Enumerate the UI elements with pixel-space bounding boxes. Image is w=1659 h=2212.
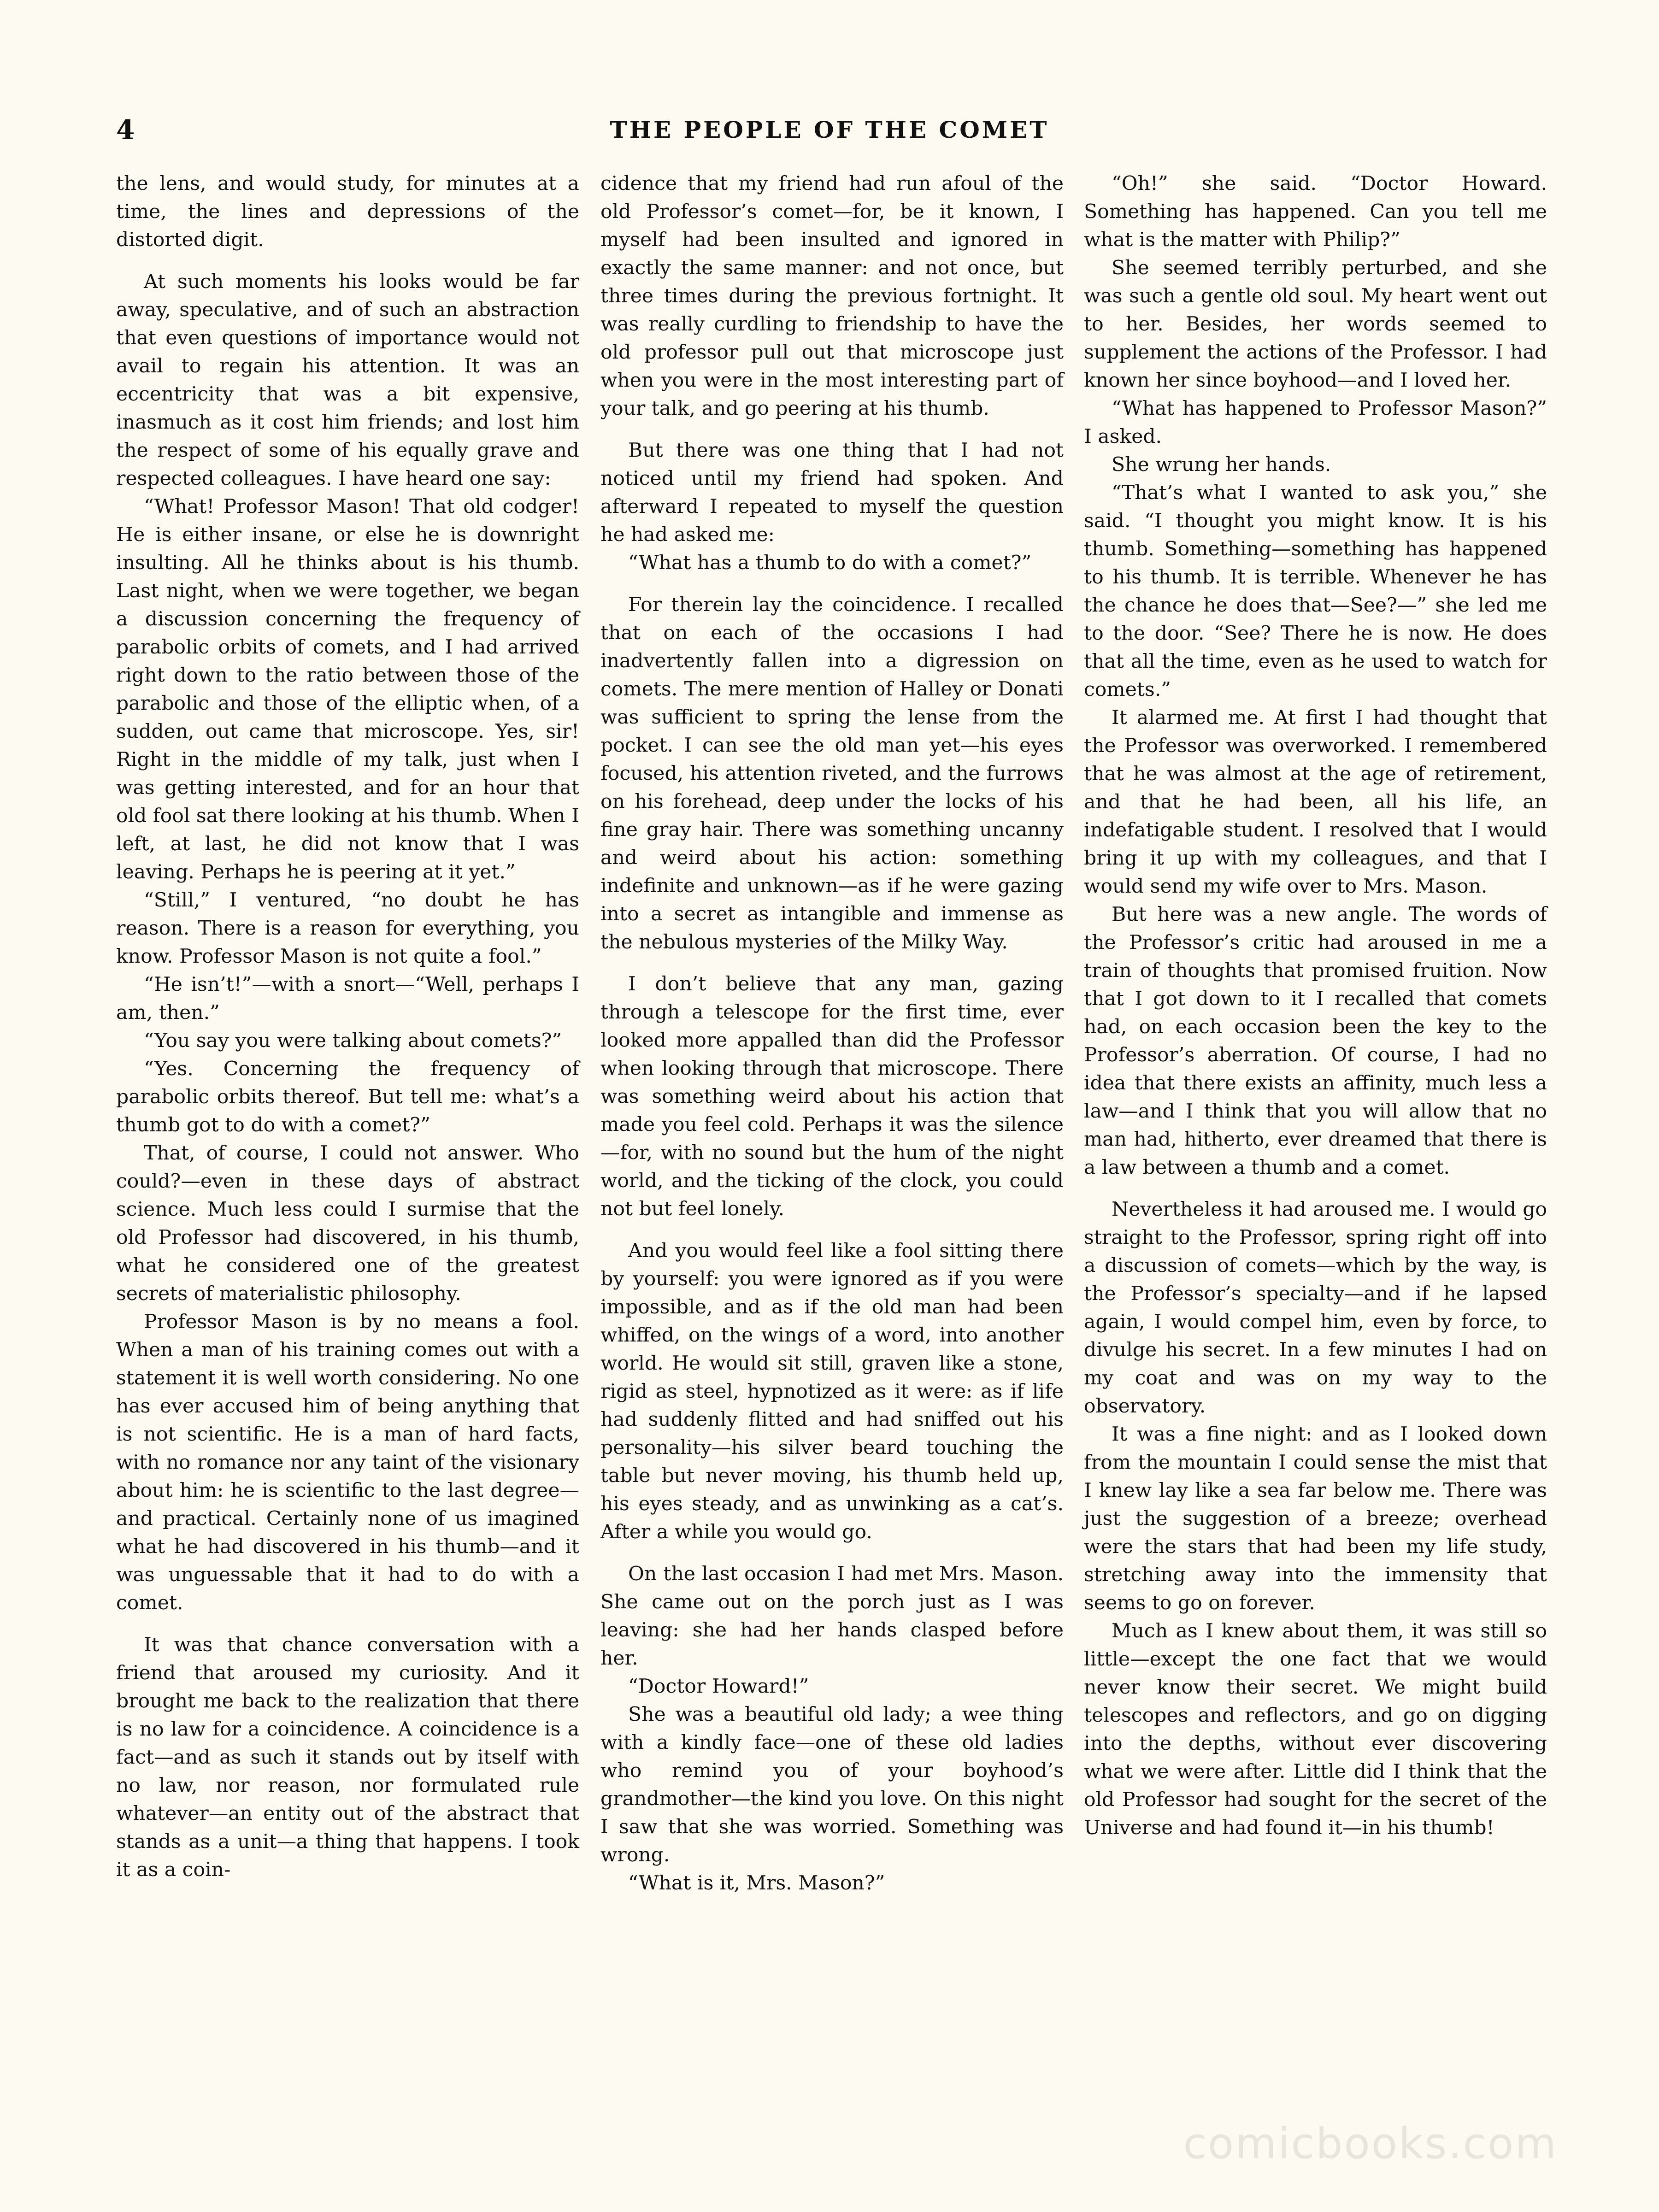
paragraph: At such moments his looks would be far away, speculative, and of such an abstraction that even questions of importance would not avail to regain his attention. It was an eccentricity that was a bit expensive, inasmuch as it cost him friends; and lost him the respect of some of his equally grave and respected colleagues. I have heard one say: xyxy=(116,271,579,490)
paragraph: “Doctor Howard!” xyxy=(628,1675,809,1698)
paragraph: “What is it, Mrs. Mason?” xyxy=(628,1872,885,1894)
paragraph: Nevertheless it had aroused me. I would go straight to the Professor, spring right off into a discussion of comets—which by the way, is the Professor’s specialty—and if he lapsed again, I would compel him, even by force, to divulge his secret. In a few minutes I had on my coat and was on my way to the observatory. xyxy=(1084,1198,1547,1418)
paragraph: But there was one thing that I had not noticed until my friend had spoken. And afterward I repeated to myself the question he had asked me: xyxy=(600,439,1064,546)
paragraph: I don’t believe that any man, gazing through a telescope for the first time, ever looked more appalled than did the Professor when looking through that microscope. There was something weird about his action that made you feel cold. Perhaps it was the silence—for, with no sound but the hum of the night world, and the ticking of the clock, you could not but feel lonely. xyxy=(600,973,1064,1220)
paragraph: “That’s what I wanted to ask you,” she said. “I thought you might know. It is his thumb. Something—something has happened to his thumb. It is terrible. Whenever he has the chance he does that—See?—” she led me to the door. “See? There he is now. He does that all the time, even as he used to watch for comets.” xyxy=(1084,482,1547,701)
paragraph: Professor Mason is by no means a fool. When a man of his training comes out with a statement it is well worth considering. No one has ever accused him of being anything that is not scientific. He is a man of hard facts, with no romance nor any taint of the visionary about him: he is scientific to the last degree—and practical. Certainly none of us imagined what he had discovered in his thumb—and it was unguessable that it had to do with a comet. xyxy=(116,1311,579,1614)
running-head: THE PEOPLE OF THE COMET xyxy=(610,116,1049,143)
paragraph: She wrung her hands. xyxy=(1112,453,1331,476)
paragraph: She was a beautiful old lady; a wee thing with a kindly face—one of these old ladies who remind you of your boyhood’s grandmother—the kind you love. On this night I saw that she was worried. Something was wrong. xyxy=(600,1703,1064,1866)
paragraph: “He isn’t!”—with a snort—“Well, perhaps I am, then.” xyxy=(116,973,579,1024)
text-column-3 xyxy=(1084,170,1547,1842)
site-watermark: comicbooks.com xyxy=(1183,2119,1558,2168)
paragraph: “What! Professor Mason! That old codger! He is either insane, or else he is downright insulting. All he thinks about is his thumb. Last night, when we were together, we began a discussion concerning the frequency of parabolic orbits of comets, and I had arrived right down to the ratio between those of the parabolic and those of the elliptic when, of a sudden, out came that microscope. Yes, sir! Right in the middle of my talk, just when I was getting interested, and for an hour that old fool sat there looking at his thumb. When I left, at last, he did not know that I was leaving. Perhaps he is peering at it yet.” xyxy=(116,495,579,883)
paragraph: “What has happened to Professor Mason?” I asked. xyxy=(1084,397,1547,448)
paragraph: the lens, and would study, for minutes at a time, the lines and depressions of the distorted digit. xyxy=(116,172,579,251)
paragraph: “Still,” I ventured, “no doubt he has reason. There is a reason for everything, you know. Professor Mason is not quite a fool.” xyxy=(116,889,579,968)
paragraph: For therein lay the coincidence. I recalled that on each of the occasions I had inadvertently fallen into a digression on comets. The mere mention of Halley or Donati was sufficient to spring the lense from the pocket. I can see the old man yet—his eyes focused, his attention riveted, and the furrows on his forehead, deep under the locks of his fine gray hair. There was something uncanny and weird about his action: something indefinite and unknown—as if he were gazing into a secret as intangible and immense as the nebulous mysteries of the Milky Way. xyxy=(600,594,1064,953)
paragraph: “What has a thumb to do with a comet?” xyxy=(628,552,1032,574)
text-column-1 xyxy=(116,170,579,1884)
paragraph: Much as I knew about them, it was still so little—except the one fact that we would never know their secret. We might build telescopes and reflectors, and go on digging into the depths, without ever discovering what we were after. Little did I think that the old Professor had sought for the secret of the Universe and had found it—in his thumb! xyxy=(1084,1620,1547,1839)
paragraph: “You say you were talking about comets?” xyxy=(144,1030,562,1052)
paragraph: It was that chance conversation with a friend that aroused my curiosity. And it brought me back to the realization that there is no law for a coincidence. A coincidence is a fact—and as such it stands out by itself with no law, nor reason, nor formulated rule whatever—an entity out of the abstract that stands as a unit—a thing that happens. I took it as a coin- xyxy=(116,1634,579,1881)
text-column-2 xyxy=(600,170,1064,1897)
paragraph: cidence that my friend had run afoul of the old Professor’s comet—for, be it known, I myself had been insulted and ignored in exactly the same manner: and not once, but three times during the previous fortnight. It was really curdling to friendship to have the old professor pull out that microscope just when you were in the most interesting part of your talk, and go peering at his thumb. xyxy=(600,172,1064,420)
paragraph: But here was a new angle. The words of the Professor’s critic had aroused in me a train of thoughts that promised fruition. Now that I got down to it I recalled that comets had, on each occasion been the key to the Professor’s aberration. Of course, I had no idea that there exists an affinity, much less a law—and I think that you will allow that no man had, hitherto, ever dreamed that there is a law between a thumb and a comet. xyxy=(1084,903,1547,1179)
paragraph: On the last occasion I had met Mrs. Mason. She came out on the porch just as I was leaving: she had her hands clasped before her. xyxy=(600,1563,1064,1670)
paragraph: It was a fine night: and as I looked down from the mountain I could sense the mist that I knew lay like a sea far below me. There was just the suggestion of a breeze; overhead were the stars that had been my life study, stretching away into the immensity that seems to go on forever. xyxy=(1084,1423,1547,1614)
paragraph: “Yes. Concerning the frequency of parabolic orbits thereof. But tell me: what’s a thumb got to do with a comet?” xyxy=(116,1058,579,1136)
page-number: 4 xyxy=(116,114,135,146)
paragraph: That, of course, I could not answer. Who could?—even in these days of abstract science. Much less could I surmise that the old Professor had discovered, in his thumb, what he considered one of the greatest secrets of materialistic philosophy. xyxy=(116,1142,579,1305)
paragraph: She seemed terribly perturbed, and she was such a gentle old soul. My heart went out to her. Besides, her words seemed to supplement the actions of the Professor. I had known her since boyhood—and I loved her. xyxy=(1084,257,1547,392)
paragraph: And you would feel like a fool sitting there by yourself: you were ignored as if you were impossible, and as if the old man had been whiffed, on the wings of a word, into another world. He would sit still, graven like a stone, rigid as steel, hypnotized as it were: as if life had suddenly flitted and had sniffed out his personality—his silver beard touching the table but never moving, his thumb held up, his eyes steady, and as unwinking as a cat’s. After a while you would go. xyxy=(600,1240,1064,1543)
paragraph: It alarmed me. At first I had thought that the Professor was overworked. I remembered that he was almost at the age of retirement, and that he had been, all his life, an indefatigable student. I resolved that I would bring it up with my colleagues, and that I would send my wife over to Mrs. Mason. xyxy=(1084,706,1547,898)
paragraph: “Oh!” she said. “Doctor Howard. Something has happened. Can you tell me what is the matter with Philip?” xyxy=(1084,172,1547,251)
